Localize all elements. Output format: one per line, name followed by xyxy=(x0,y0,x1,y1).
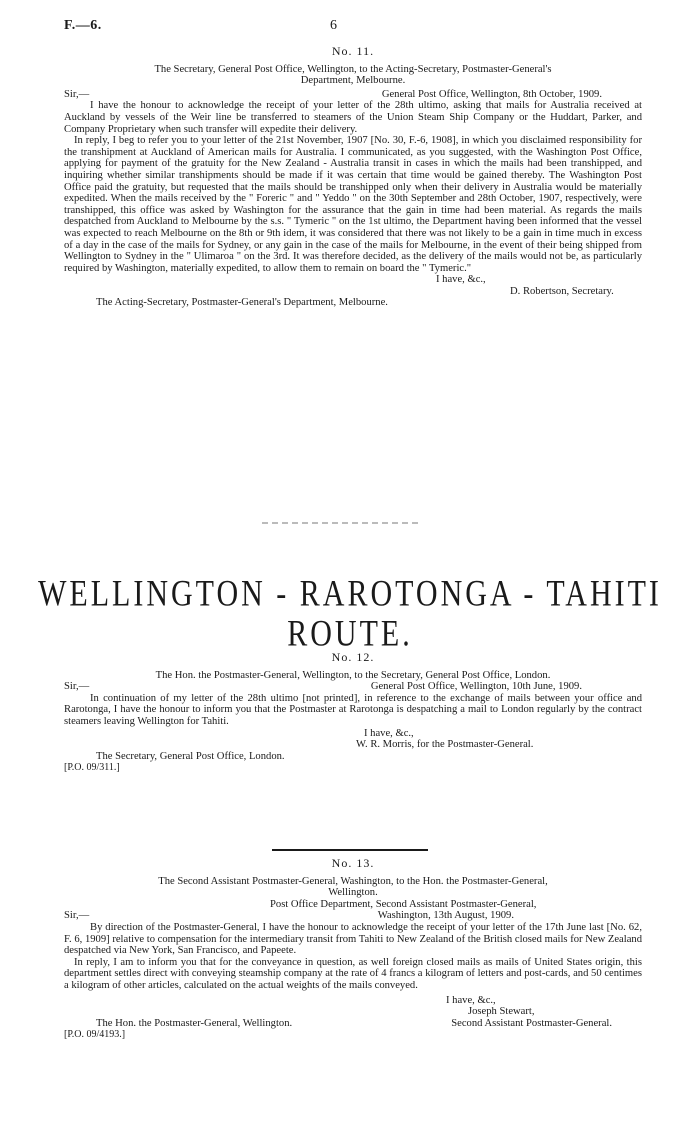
letter-address-line: Department, Melbourne. xyxy=(300,75,406,87)
letter-address-line: The Secretary, General Post Office, Wellington, to the Acting-Secretary, Postmaster-General's xyxy=(154,63,552,75)
recipient: The Hon. the Postmaster-General, Wellington. xyxy=(96,1017,293,1029)
letter-address-line: Wellington. xyxy=(328,887,378,899)
signature: W. R. Morris, for the Postmaster-General. xyxy=(356,739,534,751)
letter-number: No. 11. xyxy=(331,44,375,58)
letter-address-line: The Second Assistant Postmaster-General, Washington, to the Hon. the Postmaster-General, xyxy=(158,875,548,887)
letter-number: No. 12. xyxy=(331,650,375,664)
letter-paragraph: In continuation of my letter of the 28th ultimo [not printed], in reference to the exchange of mails between your office and Rarotonga, I have the honour to inform you that the Postmaster at Rarotonga is despatching a mail to London regularly by the contract steamers leaving Wellington for Tahiti. xyxy=(64,692,642,727)
letter-location-line: Post Office Department, Second Assistant Postmaster-General, xyxy=(270,898,537,910)
letter-location-date: General Post Office, Wellington, 10th June, 1909. xyxy=(370,681,582,693)
salutation: Sir,— xyxy=(64,88,90,100)
recipient: The Secretary, General Post Office, London. xyxy=(96,750,285,762)
letter-address-line: The Hon. the Postmaster-General, Wellington, to the Secretary, General Post Office, London. xyxy=(155,669,551,681)
salutation: Sir,— xyxy=(64,681,90,693)
letter-location-date: General Post Office, Wellington, 8th October, 1909. xyxy=(381,88,602,100)
signature: Joseph Stewart, xyxy=(468,1006,535,1018)
letter-11 xyxy=(64,46,642,309)
letter-paragraph: By direction of the Postmaster-General, I have the honour to acknowledge the receipt of your letter of the 17th June last [No. 62, F. 6, 1909] relative to compensation for the intermediary transit from Tahiti to New Zealand of the British closed mails for New Zealand despatched via New York, San Francisco, and Papeete. xyxy=(64,921,642,957)
recipient: The Acting-Secretary, Postmaster-General's Department, Melbourne. xyxy=(96,297,388,309)
page-header-reference: F.—6. xyxy=(64,18,102,33)
file-reference: [P.O. 09/311.] xyxy=(64,762,120,774)
signature: D. Robertson, Secretary. xyxy=(510,285,614,297)
letter-location-date: Washington, 13th August, 1909. xyxy=(377,910,514,922)
file-reference: [P.O. 09/4193.] xyxy=(64,1029,126,1041)
letter-paragraph: In reply, I am to inform you that for the conveyance in question, as well foreign closed mails as mails of United States origin, this department settles direct with conveying steamship company at the rate of 4 francs a kilogram of letters and post-cards, and 50 centimes a kilogram of other articles, calculated on the actual weights of the mails conveyed. xyxy=(64,956,642,991)
letter-paragraph: I have the honour to acknowledge the receipt of your letter of the 28th ultimo, asking that mails for Australia received at Auckland by vessels of the Weir line be transferred to steamers of the Union Steam Ship Company or the Huddart, Parker, and Company Proprietary when such transfer will expedite their delivery. xyxy=(64,100,642,135)
page-number: 6 xyxy=(330,18,337,33)
closing: I have, &c., xyxy=(364,727,414,739)
letter-paragraph: In reply, I beg to refer you to your letter of the 21st November, 1907 [No. 30, F.-6, 1908], in which you disclaimed responsibility for the transhipment at Auckland of American mails for Australia. I communicated, as you suggested, with the Washington Post Office, applying for payment of the gratuity for the New Zealand - Australia transit in cases in which the mails had been transhipped, and inquiring whether similar transhipments should be made if it was certain that time would be gained thereby. The Washington Post Office paid the gratuity, but requested that the mails should be transhipped only when their delivery in Australia would be materially expedited. When the mails received by the " Foreric " and " Yeddo " on the 30th September and 28th October, 1907, respectively, were transhipped, this office was asked by Washington for the assurance that the gain in time had been material. As regards the mails despatched from Auckland to Melbourne by the s.s. " Tymeric " on the 1st ultimo, the Department having been informed that the vessel was expected to reach Melbourne on the 8th or 9th idem, it was considered that there was not likely to be a gain in time much in excess of a day in the case of the mails for Sydney, or any gain in the case of the mails for Melbourne, in the event of their being shipped from Wellington to Sydney in the " Ulimaroa " on the 3rd. It was therefore decided, as the delivery of the mails would not be, as particularly required by Washington, materially expedited, to allow them to remain on board the " Tymeric." xyxy=(64,135,642,274)
closing: I have, &c., xyxy=(446,994,496,1006)
letter-13 xyxy=(64,858,642,1041)
scan-artifact-line xyxy=(262,522,422,524)
salutation: Sir,— xyxy=(64,910,90,922)
route-title: WELLINGTON - RAROTONGA - TAHITI ROUTE. xyxy=(38,572,662,654)
section-divider xyxy=(272,849,428,851)
signature-title: Second Assistant Postmaster-General. xyxy=(451,1017,612,1029)
closing: I have, &c., xyxy=(436,274,486,286)
letter-12 xyxy=(64,652,642,774)
letter-number: No. 13. xyxy=(331,856,375,870)
